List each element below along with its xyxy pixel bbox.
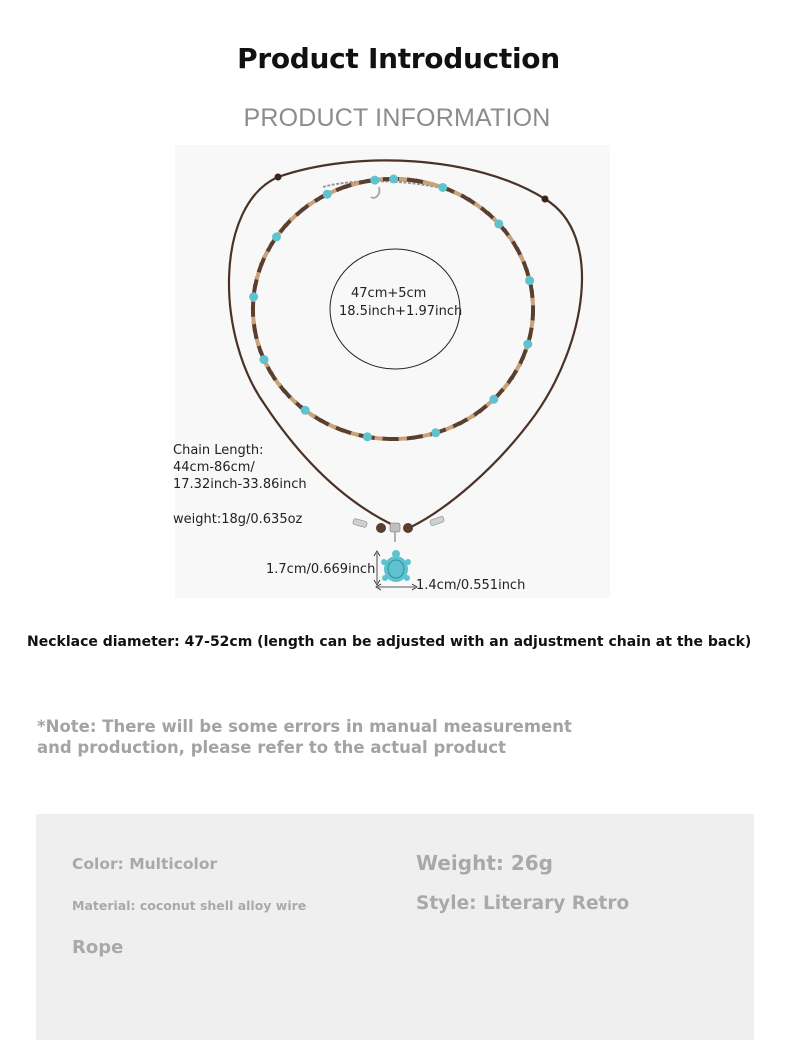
spec-weight: Weight: 26g [416,851,553,875]
turquoise-bead [494,219,503,228]
wood-bead-left [376,523,386,533]
turquoise-bead [370,176,379,185]
spec-material-cont: Rope [72,937,124,958]
metal-tube-left [352,518,367,527]
weight-label: weight:18g/0.635oz [173,512,303,527]
chain-length-cm: 44cm-86cm/ [173,460,255,475]
pendant-width-label: 1.4cm/0.551inch [416,578,526,593]
necklace-illustration [175,145,610,598]
spec-material: Material: coconut shell alloy wire [72,898,307,913]
turquoise-bead [389,175,398,184]
turquoise-bead [260,355,269,364]
turquoise-bead [523,340,532,349]
spec-style: Style: Literary Retro [416,893,630,914]
page-title: Product Introduction [237,42,560,75]
metal-tube-right [429,516,444,526]
turquoise-bead [323,190,332,199]
long-cord-right [411,199,582,527]
size-label-cm: 47cm+5cm [351,286,427,301]
cord-knot-right [542,196,549,203]
pendant-bail [390,523,400,532]
turquoise-bead [438,183,447,192]
turquoise-bead [301,406,310,415]
size-label-inch: 18.5inch+1.97inch [339,304,463,319]
wood-bead-right [403,523,413,533]
spec-panel [36,814,754,1040]
spec-color: Color: Multicolor [72,855,218,873]
chain-length-title: Chain Length: [173,443,264,458]
measurement-note: *Note: There will be some errors in manual measurement and production, please refer to the actual product [37,717,572,757]
turtle-pendant [381,550,411,582]
turquoise-bead [249,292,258,301]
section-subtitle: PRODUCT INFORMATION [243,104,551,132]
pendant-height-label: 1.7cm/0.669inch [266,562,376,577]
necklace-diameter-text: Necklace diameter: 47-52cm (length can be adjusted with an adjustment chain at the back) [27,634,752,650]
turquoise-bead [525,276,534,285]
lobster-clasp [371,187,379,198]
cord-knot-left [275,174,282,181]
chain-length-inch: 17.32inch-33.86inch [173,477,307,492]
product-photo [175,145,610,598]
turquoise-bead [363,432,372,441]
turquoise-bead [489,395,498,404]
turquoise-bead [431,428,440,437]
turquoise-bead [272,232,281,241]
